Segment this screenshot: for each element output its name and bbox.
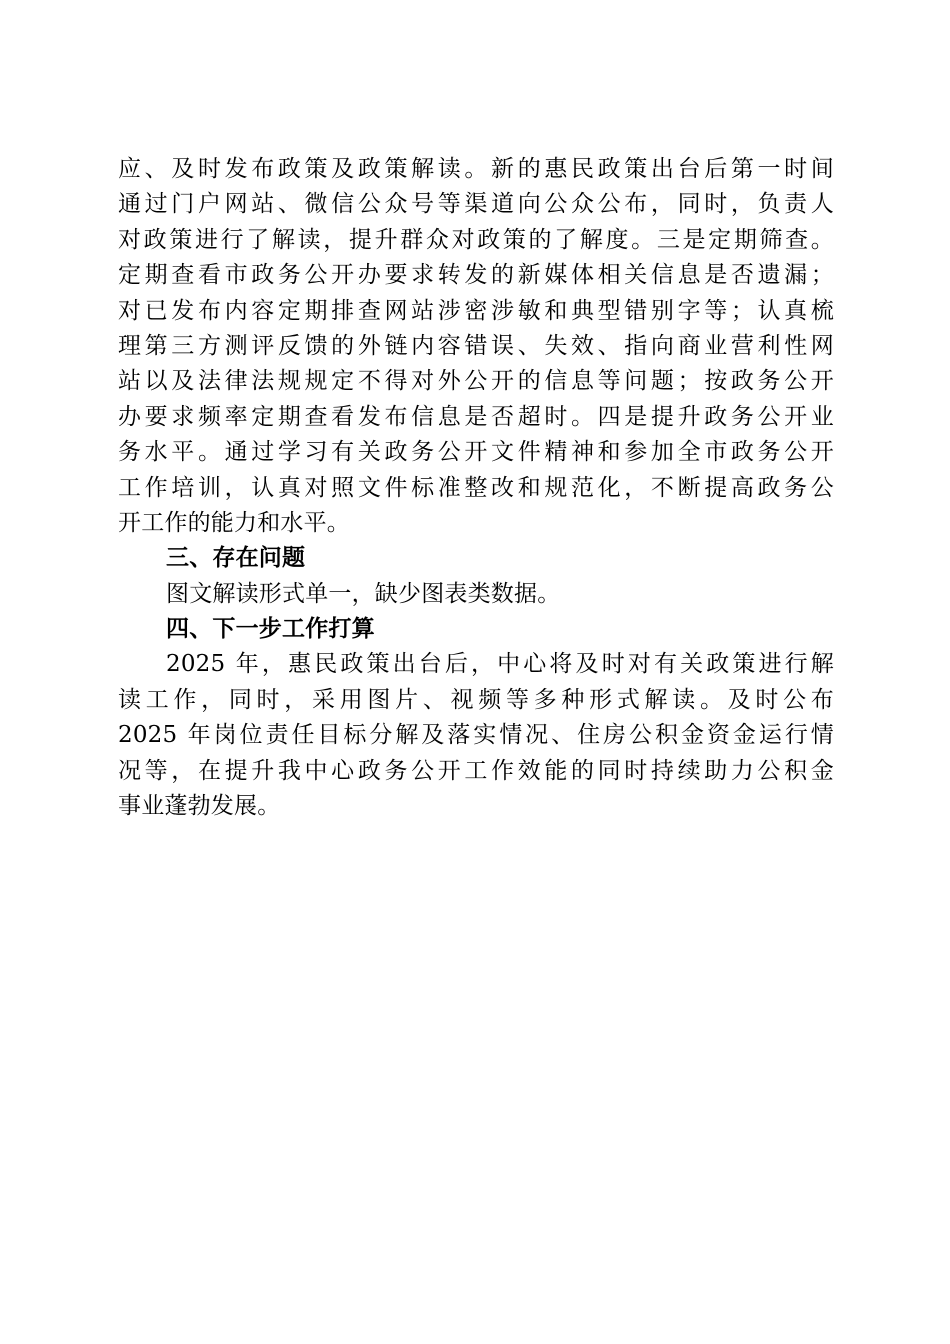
paragraph-work-measures [118, 152, 834, 541]
document-body [118, 152, 834, 824]
paragraph-next-steps [118, 647, 834, 824]
text-line: 况等，在提升我中心政务公开工作效能的同时持续助力公积金 [118, 757, 834, 784]
text-line: 2025 年，惠民政策出台后，中心将及时对有关政策进行解 [166, 651, 834, 678]
text-line: 对政策进行了解读，提升群众对政策的了解度。三是定期筛查。 [118, 226, 834, 253]
text-line: 通过门户网站、微信公众号等渠道向公众公布，同时，负责人 [118, 191, 834, 218]
text-line: 理第三方测评反馈的外链内容错误、失效、指向商业营利性网 [118, 332, 834, 359]
text-line: 读工作，同时，采用图片、视频等多种形式解读。及时公布 [118, 686, 834, 713]
text-line: 开工作的能力和水平。 [118, 509, 350, 536]
text-line: 务水平。通过学习有关政务公开文件精神和参加全市政务公开 [118, 439, 834, 466]
text-line: 工作培训，认真对照文件标准整改和规范化，不断提高政务公 [118, 474, 834, 501]
section-heading-next-steps: 四、下一步工作打算 [166, 616, 375, 643]
section-heading-existing-problems: 三、存在问题 [166, 545, 306, 572]
text-line: 办要求频率定期查看发布信息是否超时。四是提升政务公开业 [118, 403, 834, 430]
text-line: 2025 年岗位责任目标分解及落实情况、住房公积金资金运行情 [118, 722, 834, 749]
text-line: 站以及法律法规规定不得对外公开的信息等问题；按政务公开 [118, 368, 834, 395]
paragraph-existing-problems: 图文解读形式单一，缺少图表类数据。 [166, 580, 561, 607]
text-line: 事业蓬勃发展。 [118, 793, 281, 820]
text-line: 应、及时发布政策及政策解读。新的惠民政策出台后第一时间 [118, 156, 834, 182]
text-line: 对已发布内容定期排查网站涉密涉敏和典型错别字等；认真梳 [118, 297, 834, 324]
text-line: 定期查看市政务公开办要求转发的新媒体相关信息是否遗漏； [118, 262, 834, 289]
